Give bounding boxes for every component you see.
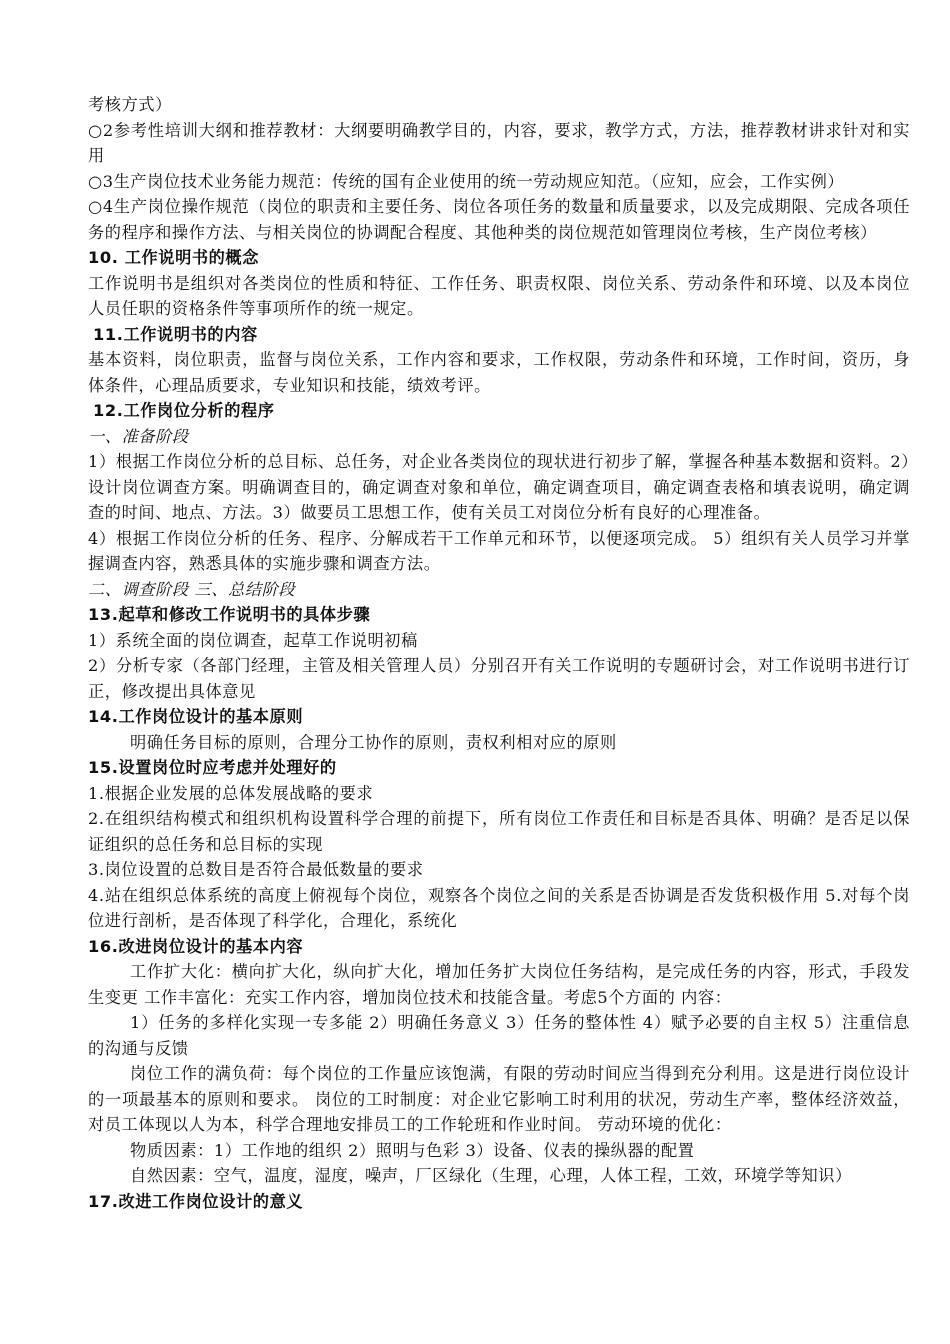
paragraph: 工作说明书是组织对各类岗位的性质和特征、工作任务、职责权限、岗位关系、劳动条件和环境、以及本岗位人员任职的资格条件等事项所作的统一规定。 bbox=[88, 273, 910, 318]
paragraph: 3.岗位设置的总数目是否符合最低数量的要求 bbox=[88, 860, 424, 879]
document-page bbox=[88, 92, 910, 1214]
paragraph: 1.根据企业发展的总体发展战略的要求 bbox=[88, 783, 374, 803]
section-heading: 10. 工作说明书的概念 bbox=[88, 248, 260, 267]
section-heading: 14.工作岗位设计的基本原则 bbox=[88, 707, 304, 726]
section-heading: 13.起草和修改工作说明书的具体步骤 bbox=[88, 605, 371, 624]
paragraph: 1）根据工作岗位分析的总目标、总任务，对企业各类岗位的现状进行初步了解，掌握各种基本数据和资料。2）设计岗位调查方案。明确调查目的，确定调查对象和单位，确定调查项目，确定调查表格和填表说明，确定调查的时间、地点、方法。3）做要员工思想工作，使有关员工对岗位分析有良好的心理准备。 bbox=[88, 452, 910, 522]
paragraph: 1）系统全面的岗位调查，起草工作说明初稿 bbox=[88, 630, 418, 650]
stage-label: 二、调查阶段 三、总结阶段 bbox=[88, 579, 296, 599]
stage-label: 一、准备阶段 bbox=[88, 426, 189, 446]
paragraph: 2.在组织结构模式和组织机构设置科学合理的前提下，所有岗位工作责任和目标是否具体、明确？是否足以保证组织的总任务和总目标的实现 bbox=[88, 809, 910, 854]
section-heading: 15.设置岗位时应考虑并处理好的 bbox=[88, 758, 337, 777]
section-heading: 16.改进岗位设计的基本内容 bbox=[88, 936, 304, 956]
paragraph: 2）分析专家（各部门经理，主管及相关管理人员）分别召开有关工作说明的专题研讨会，对工作说明书进行订正，修改提出具体意见 bbox=[88, 656, 910, 701]
paragraph: 岗位工作的满负荷：每个岗位的工作量应该饱满，有限的劳动时间应当得到充分利用。这是进行岗位设计的一项最基本的原则和要求。 岗位的工时制度：对企业它影响工时利用的状况，劳动生产率，整体经济效益，对员工体现以人为本，科学合理地安排员工的工作轮班和作业时间。 劳动环境的优化： bbox=[88, 1064, 910, 1134]
paragraph: ○2参考性培训大纲和推荐教材：大纲要明确教学目的，内容，要求，教学方式，方法，推荐教材讲求针对和实用 bbox=[88, 120, 910, 165]
paragraph: 4.站在组织总体系统的高度上俯视每个岗位，观察各个岗位之间的关系是否协调是否发货积极作用 5.对每个岗位进行剖析，是否体现了科学化，合理化，系统化 bbox=[88, 885, 910, 930]
paragraph: 1）任务的多样化实现一专多能 2）明确任务意义 3）任务的整体性 4）赋予必要的自主权 5）注重信息的沟通与反馈 bbox=[88, 1013, 910, 1058]
paragraph: 4）根据工作岗位分析的任务、程序、分解成若干工作单元和环节，以便逐项完成。 5）组织有关人员学习并掌握调查内容，熟悉具体的实施步骤和调查方法。 bbox=[88, 528, 910, 573]
paragraph: 考核方式） bbox=[88, 95, 172, 114]
paragraph: 工作扩大化：横向扩大化，纵向扩大化，增加任务扩大岗位任务结构，是完成任务的内容，形式，手段发生变更 工作丰富化：充实工作内容，增加岗位技术和技能含量。考虑5个方面的 内容： bbox=[88, 962, 910, 1007]
section-heading: 12.工作岗位分析的程序 bbox=[93, 401, 275, 420]
paragraph: 明确任务目标的原则，合理分工协作的原则，责权利相对应的原则 bbox=[130, 732, 617, 752]
section-heading: 11.工作说明书的内容 bbox=[93, 324, 258, 344]
paragraph: 物质因素：1）工作地的组织 2）照明与色彩 3）设备、仪表的操纵器的配置 bbox=[130, 1140, 695, 1160]
paragraph: ○4生产岗位操作规范（岗位的职责和主要任务、岗位各项任务的数量和质量要求，以及完成期限、完成各项任务的程序和操作方法、与相关岗位的协调配合程度、其他种类的岗位规范如管理岗位考核，生产岗位考核） bbox=[88, 197, 910, 242]
paragraph: ○3生产岗位技术业务能力规范：传统的国有企业使用的统一劳动规应知范。（应知，应会，工作实例） bbox=[88, 171, 845, 191]
paragraph: 基本资料，岗位职责，监督与岗位关系，工作内容和要求，工作权限，劳动条件和环境，工作时间，资历，身体条件，心理品质要求，专业知识和技能，绩效考评。 bbox=[88, 350, 910, 395]
section-heading: 17.改进工作岗位设计的意义 bbox=[88, 1191, 304, 1211]
paragraph: 自然因素：空气，温度，湿度，噪声，厂区绿化（生理，心理，人体工程，工效，环境学等知识） bbox=[130, 1166, 852, 1185]
